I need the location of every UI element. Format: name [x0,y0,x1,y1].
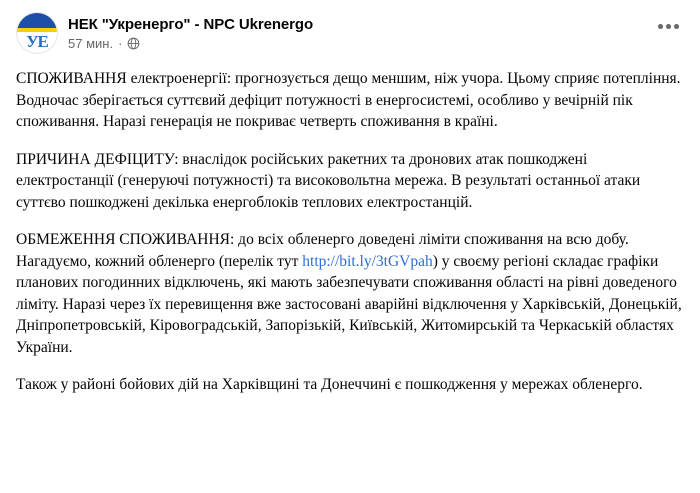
paragraph-text: ОБМЕЖЕННЯ СПОЖИВАННЯ: до всіх обленерго доведені ліміти споживання на всю добу. Нагадуємо, кожний обленерго (перелік тут [16,231,629,270]
post-timestamp[interactable]: 57 мин. [68,35,114,51]
post-paragraph [16,68,684,133]
ukrenergo-logo-icon: УЕ [26,31,48,51]
post-header-text [68,12,642,54]
post-body [16,68,684,396]
paragraph-text: СПОЖИВАННЯ електроенергії: прогнозується дещо меншим, ніж учора. Цьому сприяє потепління. Водночас зберігається суттєвий дефіцит потужності в енергосистемі, особливо у вечірній пік споживання. Наразі генерація не покриває четверть споживання в країні. [16,70,681,130]
external-link[interactable]: http://bit.ly/3tGVpah [302,252,433,270]
post-paragraph [16,374,684,396]
paragraph-text: ) у своєму регіоні складає графіки планових погодинних відключень, які мають забезпечувати споживання області на рівні доведеного ліміту. Наразі через їх перевищення вже застосовані аварійні відключення у Харківській, Донецькій, Дніпропетровській, Кіровоградській, Запорізькій, Київській, Житомирській та Черкаській областях України. [16,252,682,356]
post-meta [68,36,642,52]
paragraph-text: ПРИЧИНА ДЕФІЦИТУ: внаслідок російських ракетних та дронових атак пошкоджені електростанції (генеруючі потужності) та високовольтна мережа. В результаті останньої атаки суттєво пошкоджені декілька енергоблоків теплових електростанцій. [16,150,641,211]
ellipsis-dot [666,24,671,29]
page-name[interactable]: НЕК "Укренерго" - NPC Ukrenergo [68,15,314,33]
avatar[interactable] [16,12,58,54]
globe-icon [127,37,140,50]
avatar-flag-blue [17,13,57,28]
ellipsis-dot [658,24,663,29]
post-paragraph [16,149,684,214]
meta-separator: · [118,35,123,51]
paragraph-text: Також у районі бойових дій на Харківщині та Донеччині є пошкодження у мережах обленерго. [16,376,643,393]
post-header [16,12,684,54]
post-options-ellipsis-icon[interactable] [652,14,684,38]
post-paragraph [16,229,684,358]
ellipsis-dot [674,24,679,29]
